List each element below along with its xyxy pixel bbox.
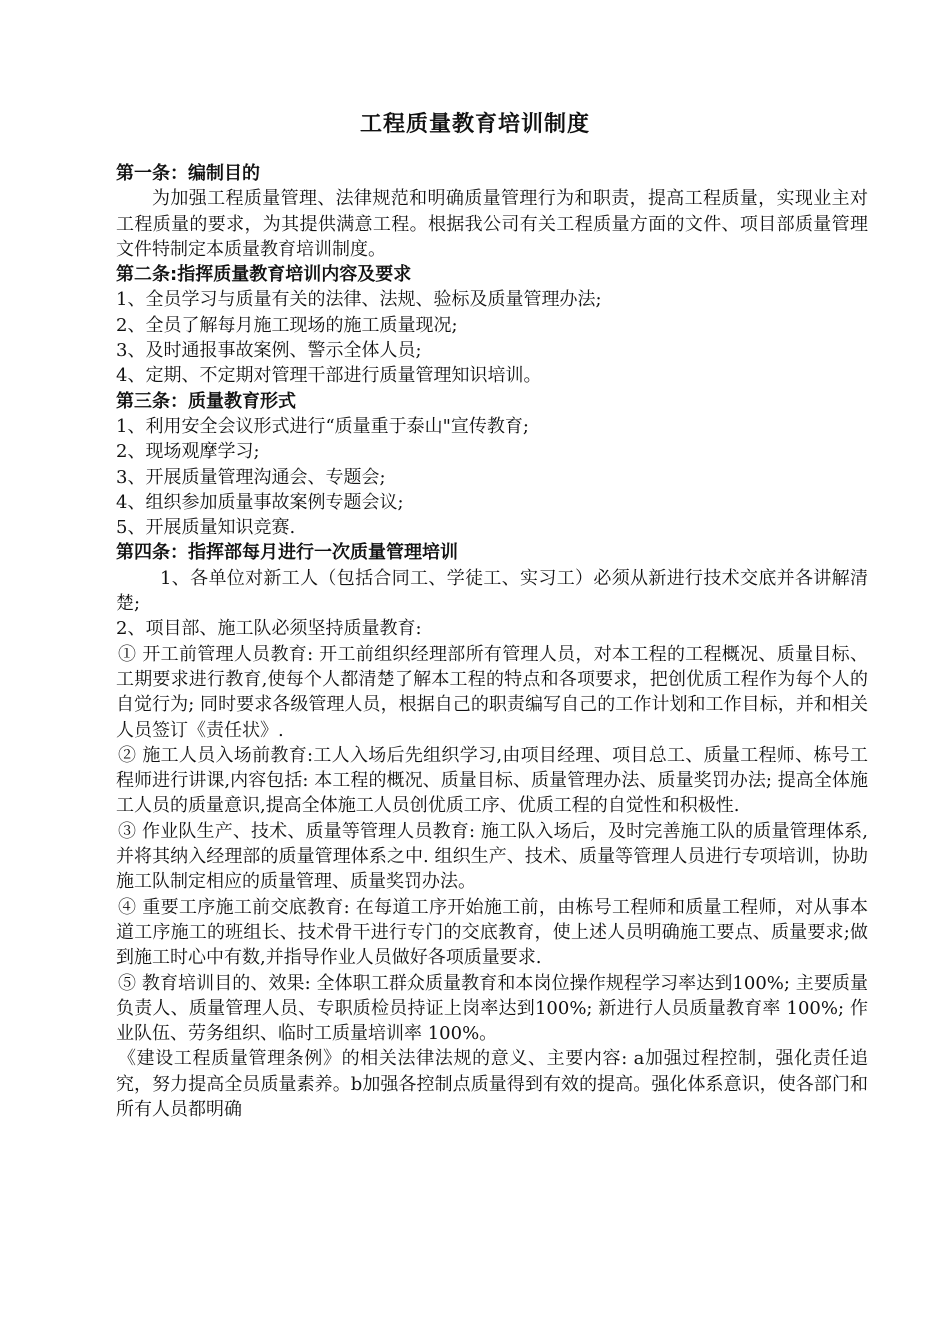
section-4-sub-item: ④ 重要工序施工前交底教育: 在每道工序开始施工前，由栋号工程师和质量工程师，对从事本道工序施工的班组长、技术骨干进行专门的交底教育，使上述人员明确施工要点、质量要求;做到施工时心中有数,并指导作业人员做好各项质量要求. [116, 896, 868, 969]
section-4-sub-item: ⑤ 教育培训目的、效果: 全体职工群众质量教育和本岗位操作规程学习率达到100%; 主要质量负责人、质量管理人员、专职质检员持证上岗率达到100%; 新进行人员质量教育率 100%; 作业队伍、劳务组织、临时工质量培训率 100%。 [116, 972, 868, 1045]
section-3-item: 5、开展质量知识竞赛. [116, 517, 296, 539]
section-2-item: 1、全员学习与质量有关的法律、法规、验标及质量管理办法; [116, 289, 602, 311]
section-4-heading: 第四条：指挥部每月进行一次质量管理培训 [116, 542, 458, 564]
section-3-item: 3、开展质量管理沟通会、专题会; [116, 466, 386, 488]
section-1-heading: 第一条：编制目的 [116, 163, 260, 184]
section-2-item: 2、全员了解每月施工现场的施工质量现况; [116, 314, 458, 336]
section-2-item: 4、定期、不定期对管理干部进行质量管理知识培训。 [116, 365, 542, 387]
section-4-sub-item: ① 开工前管理人员教育: 开工前组织经理部所有管理人员，对本工程的工程概况、质量目标、工期要求进行教育,使每个人都清楚了解本工程的特点和各项要求，把创优质工程作为每个人的自觉行为; 同时要求各级管理人员，根据自己的职责编写自己的工作计划和工作目标，并和相关人员签订《责任状》. [116, 643, 868, 741]
document-body [116, 161, 868, 1122]
section-3-item: 2、现场观摩学习; [116, 441, 260, 463]
document-title: 工程质量教育培训制度 [359, 112, 590, 137]
section-3-item: 4、组织参加质量事故案例专题会议; [116, 491, 404, 513]
section-4-item-2: 2、项目部、施工队必须坚持质量教育: [116, 618, 422, 640]
section-4-item-1: 1、各单位对新工人（包括合同工、学徒工、实习工）必须从新进行技术交底并各讲解清楚; [116, 567, 868, 615]
section-4-regulation-paragraph: 《建设工程质量管理条例》的相关法律法规的意义、主要内容: a加强过程控制，强化责任追究，努力提高全员质量素养。b加强各控制点质量得到有效的提高。强化体系意识，使各部门和所有人员都明确 [116, 1048, 868, 1120]
section-2-item: 3、及时通报事故案例、警示全体人员; [116, 340, 422, 362]
section-4-sub-item: ② 施工人员入场前教育:工人入场后先组织学习,由项目经理、项目总工、质量工程师、栋号工程师进行讲课,内容包括: 本工程的概况、质量目标、质量管理办法、质量奖罚办法; 提高全体施工人员的质量意识,提高全体施工人员创优质工序、优质工程的自觉性和积极性. [116, 744, 868, 817]
section-4-sub-item: ③ 作业队生产、技术、质量等管理人员教育: 施工队入场后，及时完善施工队的质量管理体系,并将其纳入经理部的质量管理体系之中. 组织生产、技术、质量等管理人员进行专项培训，协助施工队制定相应的质量管理、质量奖罚办法。 [116, 820, 868, 893]
section-1-paragraph: 为加强工程质量管理、法律规范和明确质量管理行为和职责，提高工程质量，实现业主对工程质量的要求，为其提供满意工程。根据我公司有关工程质量方面的文件、项目部质量管理文件特制定本质量教育培训制度。 [116, 188, 868, 260]
section-3-heading: 第三条：质量教育形式 [116, 390, 296, 412]
section-3-item: 1、利用安全会议形式进行“质量重于泰山"宣传教育; [116, 415, 529, 437]
section-2-heading: 第二条:指挥质量教育培训内容及要求 [116, 264, 412, 286]
